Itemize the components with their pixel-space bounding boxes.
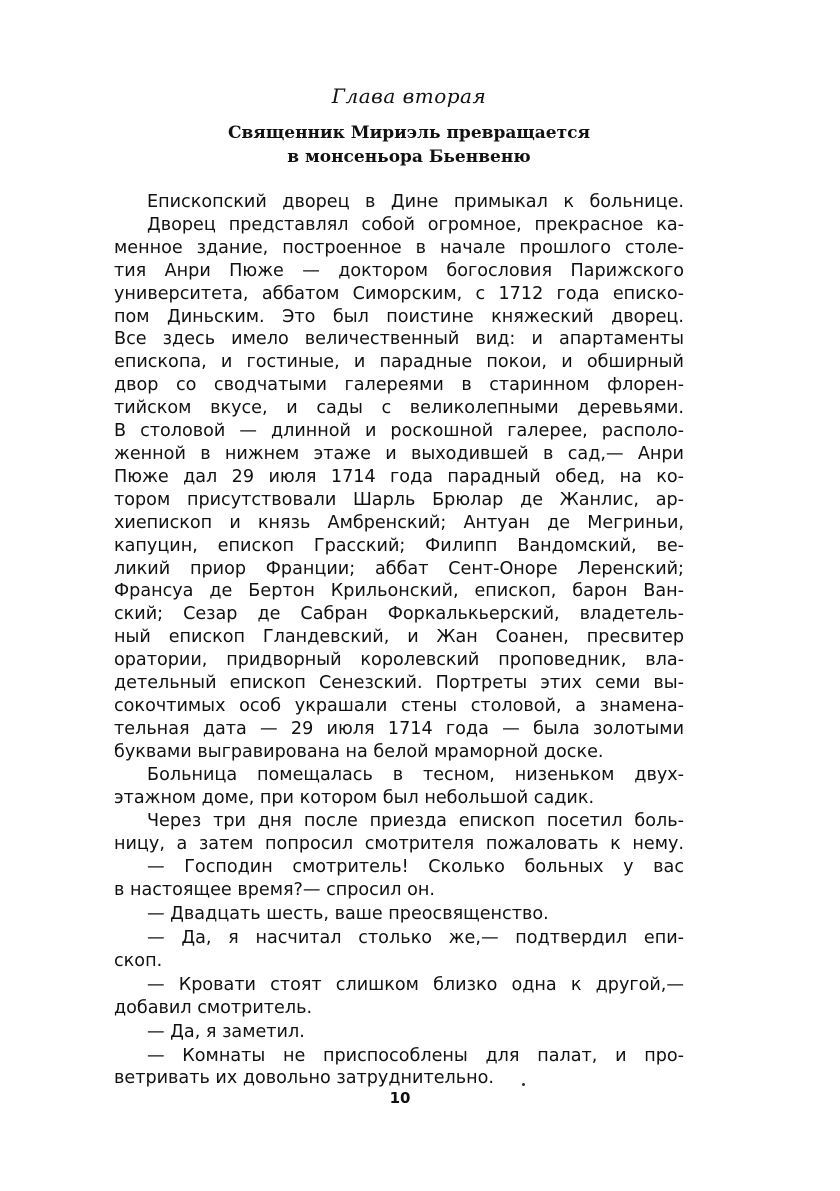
- text-line: — Да, я насчитал столько же,— подтвердил епи-: [147, 928, 684, 948]
- body-text: [114, 191, 684, 1090]
- page-number: 10: [389, 1089, 411, 1107]
- text-line: пом Диньским. Это был поистине княжеский дворец.: [114, 306, 684, 327]
- text-line: тия Анри Пюже — доктором богословия Парижского: [114, 260, 684, 281]
- text-line: — Двадцать шесть, ваше преосвященство.: [147, 904, 549, 925]
- chapter-heading: Глава вторая: [331, 84, 487, 108]
- text-line: ветривать их довольно затруднительно.: [114, 1068, 494, 1089]
- text-line: тельная дата — 29 июля 1714 года — была золотыми: [114, 718, 684, 739]
- text-line: В столовой — длинной и роскошной галерее, располо-: [114, 421, 684, 442]
- text-line: скоп.: [114, 950, 163, 971]
- chapter-title-line: в монсеньора Бьенвеню: [287, 147, 531, 167]
- print-speck: [522, 1083, 525, 1086]
- text-line: Дворец представлял собой огромное, прекрасное ка-: [147, 214, 684, 235]
- text-line: Епископский дворец в Дине примыкал к больнице.: [147, 192, 684, 212]
- text-line: буквами выгравирована на белой мраморной доске.: [114, 741, 604, 762]
- text-line: сокочтимых особ украшали стены столовой, а знамена-: [114, 695, 684, 716]
- text-line: оратории, придворный королевский проповедник, вла-: [114, 650, 684, 671]
- text-line: университета, аббатом Симорским, с 1712 года еписко-: [114, 283, 684, 304]
- text-line: двор со сводчатыми галереями в старинном флорен-: [114, 375, 684, 396]
- text-line: — Кровати стоят слишком близко одна к другой,—: [147, 974, 684, 995]
- text-line: ский; Сезар де Сабран Форкалькьерский, владетель-: [114, 604, 684, 625]
- text-line: — Комнаты не приспособлены для палат, и про-: [147, 1045, 684, 1066]
- text-line: капуцин, епископ Грасский; Филипп Вандомский, ве-: [114, 535, 684, 556]
- text-line: Франсуа де Бертон Крильонский, епископ, барон Ван-: [114, 581, 684, 602]
- text-line: этажном доме, при котором был небольшой садик.: [114, 787, 595, 808]
- text-line: — Господин смотритель! Сколько больных у вас: [147, 857, 684, 878]
- text-line: епископа, и гостиные, и парадные покои, и обширный: [114, 352, 684, 373]
- text-line: в настоящее время?— спросил он.: [114, 880, 435, 901]
- text-line: Больница помещалась в тесном, низеньком двух-: [147, 764, 684, 785]
- text-line: ликий приор Франции; аббат Сент-Оноре Леренский;: [114, 558, 684, 579]
- text-line: хиепископ и князь Амбренский; Антуан де Мегриньи,: [114, 512, 684, 533]
- text-line: Все здесь имело величественный вид: и апартаменты: [114, 329, 684, 350]
- text-line: добавил смотритель.: [114, 997, 313, 1018]
- chapter-title: [0, 121, 818, 169]
- chapter-title-line: Священник Мириэль превращается: [227, 123, 591, 143]
- text-line: детельный епископ Сенезский. Портреты этих семи вы-: [114, 673, 684, 694]
- text-line: женной в нижнем этаже и выходившей в сад,— Анри: [114, 443, 684, 464]
- text-line: тийском вкусе, и сады с великолепными деревьями.: [114, 398, 684, 419]
- text-line: Через три дня после приезда епископ посетил боль-: [147, 811, 684, 832]
- text-line: Пюже дал 29 июля 1714 года парадный обед, на ко-: [114, 466, 684, 487]
- text-line: ный епископ Гландевский, и Жан Соанен, пресвитер: [114, 627, 684, 648]
- text-line: ницу, а затем попросил смотрителя пожаловать к нему.: [114, 834, 684, 855]
- text-line: — Да, я заметил.: [147, 1021, 305, 1042]
- text-line: менное здание, построенное в начале прошлого столе-: [114, 237, 684, 258]
- text-line: тором присутствовали Шарль Брюлар де Жанлис, ар-: [114, 489, 684, 510]
